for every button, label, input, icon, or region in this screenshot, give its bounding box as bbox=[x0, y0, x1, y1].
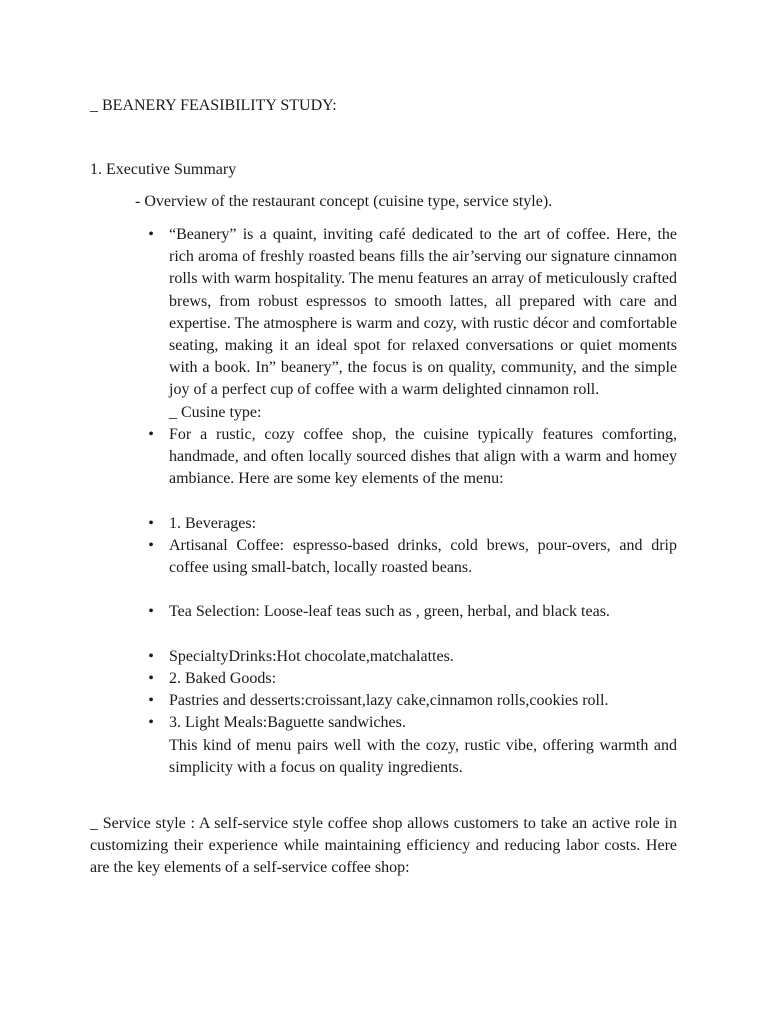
list-item-cuisine-description bbox=[148, 424, 677, 491]
list-item-text: 2. Baked Goods: bbox=[169, 670, 277, 688]
section-heading-executive-summary: 1. Executive Summary bbox=[90, 161, 237, 178]
bullet-icon: • bbox=[148, 536, 154, 554]
list-item-baked-goods bbox=[148, 668, 677, 690]
list-item-artisanal-coffee bbox=[148, 535, 677, 579]
list-item-text: 3. Light Meals:Baguette sandwiches. bbox=[169, 714, 406, 732]
list-item-text: For a rustic, cozy coffee shop, the cuisine typically features comforting, handmade, and often locally sourced dishes that align with a warm and homey ambiance. Here are some key elements of the menu: bbox=[169, 425, 677, 488]
bullet-icon: • bbox=[148, 514, 154, 532]
bullet-icon: • bbox=[148, 603, 154, 621]
list-item-pastries bbox=[148, 690, 677, 712]
bullet-icon: • bbox=[148, 670, 154, 688]
list-item-light-meals bbox=[148, 712, 677, 779]
list-item-text: Artisanal Coffee: espresso-based drinks, cold brews, pour-overs, and drip coffee using small-batch, locally roasted beans. bbox=[169, 536, 677, 577]
list-item-text: 1. Beverages: bbox=[169, 514, 257, 532]
overview-line: - Overview of the restaurant concept (cuisine type, service style). bbox=[135, 193, 553, 210]
service-style-paragraph: _ Service style : A self-service style coffee shop allows customers to take an active role in customizing their experience while maintaining efficiency and reducing labor costs. Here are the key elements of a self-service coffee shop: bbox=[90, 815, 677, 877]
list-item-text: Tea Selection: Loose-leaf teas such as , green, herbal, and black teas. bbox=[169, 603, 610, 621]
list-item-tea-selection bbox=[148, 601, 677, 623]
bullet-icon: • bbox=[148, 647, 154, 665]
bullet-icon: • bbox=[148, 425, 154, 443]
menu-summary-text: This kind of menu pairs well with the cozy, rustic vibe, offering warmth and simplicity with a focus on quality ingredients. bbox=[169, 736, 677, 776]
cuisine-type-label: _ Cusine type: bbox=[169, 403, 262, 421]
list-item-text: Pastries and desserts:croissant,lazy cake,cinnamon rolls,cookies roll. bbox=[169, 692, 609, 710]
bullet-list bbox=[148, 224, 677, 779]
list-item-beanery-description bbox=[148, 224, 677, 424]
list-item-beverages bbox=[148, 513, 677, 535]
bullet-icon: • bbox=[148, 714, 154, 732]
list-item-text: “Beanery” is a quaint, inviting café dedicated to the art of coffee. Here, the rich aroma of freshly roasted beans fills the air’serving our signature cinnamon rolls with warm hospitality. The menu features an array of meticulously crafted brews, from robust espressos to smooth lattes, all prepared with care and expertise. The atmosphere is warm and cozy, with rustic décor and comfortable seating, making it an ideal spot for relaxed conversations or quiet moments with a book. In” beanery”, the focus is on quality, community, and the simple joy of a perfect cup of coffee with a warm delighted cinnamon roll. bbox=[169, 226, 677, 399]
bullet-icon: • bbox=[148, 226, 154, 243]
document-title: _ BEANERY FEASIBILITY STUDY: bbox=[90, 97, 337, 114]
list-item-text: SpecialtyDrinks:Hot chocolate,matchalattes. bbox=[169, 647, 454, 665]
list-item-specialty-drinks bbox=[148, 646, 677, 668]
bullet-icon: • bbox=[148, 692, 154, 710]
